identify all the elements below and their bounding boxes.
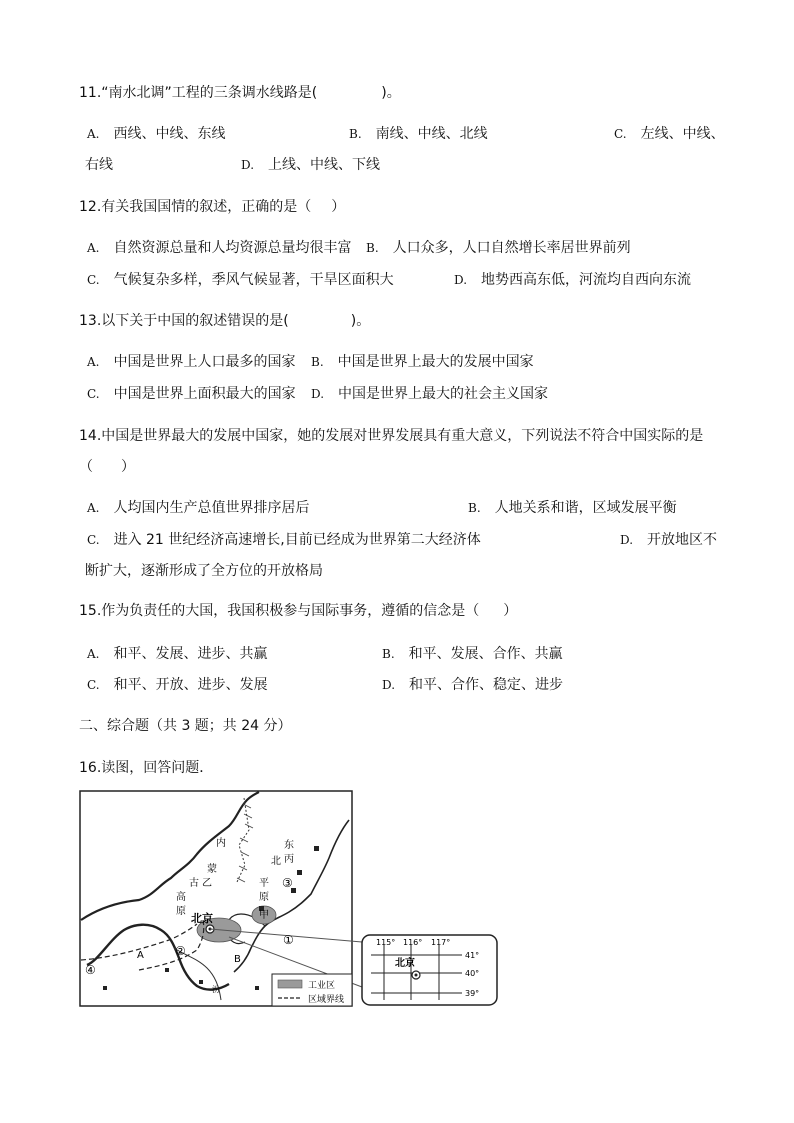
- inset-lon-116: 116°: [403, 938, 423, 947]
- section-title: 二、综合题（共 3 题；共 24 分）: [79, 718, 292, 734]
- label-a: A: [137, 950, 144, 961]
- label-fen: 汾: [212, 985, 220, 994]
- q16-stem: 16.读图，回答问题．: [79, 760, 214, 776]
- label-yi: 乙: [202, 878, 212, 889]
- q11-option-a[interactable]: A. 西线、中线、东线: [87, 126, 226, 142]
- q14-option-a[interactable]: A. 人均国内生产总值世界排序居后: [87, 500, 310, 516]
- label-yuan: 原: [176, 906, 186, 917]
- label-circle-3: ③: [282, 876, 293, 890]
- q15-option-b[interactable]: B. 和平、发展、合作、共赢: [382, 646, 563, 662]
- map-figure: [79, 790, 499, 1008]
- q11-stem: 11.“南水北调”工程的三条调水线路是( )。: [79, 85, 401, 101]
- q14-option-b[interactable]: B. 人地关系和谐，区域发展平衡: [468, 500, 677, 516]
- legend-industrial-label: 工业区: [308, 981, 336, 991]
- label-gao: 高: [176, 892, 186, 903]
- q13-option-b[interactable]: B. 中国是世界上最大的发展中国家: [311, 354, 534, 370]
- q12-option-c[interactable]: C. 气候复杂多样，季风气候显著，干旱区面积大: [87, 272, 394, 288]
- q15-option-a[interactable]: A. 和平、发展、进步、共赢: [87, 646, 268, 662]
- q14-option-d[interactable]: D. 开放地区不: [620, 532, 718, 548]
- label-nei: 内: [216, 838, 226, 849]
- q12-option-d[interactable]: D. 地势西高东低，河流均自西向东流: [454, 272, 692, 288]
- label-bing: 丙: [284, 854, 294, 865]
- label-beijing: 北京: [191, 912, 213, 925]
- q12-option-a[interactable]: A. 自然资源总量和人均资源总量均很丰富: [87, 240, 352, 256]
- q13-option-c[interactable]: C. 中国是世界上面积最大的国家: [87, 386, 296, 402]
- q13-option-d[interactable]: D. 中国是世界上最大的社会主义国家: [311, 386, 549, 402]
- inset-lon-115: 115°: [376, 938, 396, 947]
- label-ping: 平: [259, 878, 269, 889]
- q13-stem: 13.以下关于中国的叙述错误的是( )。: [79, 313, 371, 329]
- q11-option-d[interactable]: D. 上线、中线、下线: [241, 157, 381, 173]
- label-gu: 古: [189, 878, 199, 889]
- q14-stem: 14.中国是世界最大的发展中国家，她的发展对世界发展具有重大意义，下列说法不符合中国实际的是: [79, 428, 704, 444]
- q14-option-d-cont: 断扩大，逐渐形成了全方位的开放格局: [85, 563, 323, 579]
- inset-lat-40: 40°: [465, 969, 480, 978]
- map-svg: [79, 790, 499, 1008]
- label-dong: 东: [284, 840, 294, 851]
- inset-city-label: 北京: [395, 958, 415, 969]
- legend-industrial-swatch: [278, 980, 302, 988]
- label-meng: 蒙: [207, 864, 217, 875]
- label-circle-4: ④: [85, 963, 96, 977]
- legend-boundary-label: 区域界线: [308, 995, 345, 1005]
- q15-option-d[interactable]: D. 和平、合作、稳定、进步: [382, 677, 564, 693]
- inset-lat-39: 39°: [465, 989, 480, 998]
- inset-lat-41: 41°: [465, 951, 480, 960]
- inset-lon-117: 117°: [431, 938, 451, 947]
- label-yuan2: 原: [259, 892, 269, 903]
- label-jia: 甲: [259, 910, 269, 921]
- q11-option-b[interactable]: B. 南线、中线、北线: [349, 126, 488, 142]
- label-circle-2: ②: [175, 944, 186, 958]
- label-bei: 北: [271, 856, 281, 867]
- q13-option-a[interactable]: A. 中国是世界上人口最多的国家: [87, 354, 296, 370]
- q11-option-c[interactable]: C. 左线、中线、: [614, 126, 725, 142]
- q12-option-b[interactable]: B. 人口众多，人口自然增长率居世界前列: [366, 240, 631, 256]
- q14-option-c[interactable]: C. 进入 21 世纪经济高速增长,目前已经成为世界第二大经济体: [87, 532, 481, 548]
- q15-option-c[interactable]: C. 和平、开放、进步、发展: [87, 677, 268, 693]
- q11-option-c-cont: 右线: [85, 157, 113, 173]
- q15-stem: 15.作为负责任的大国，我国积极参与国际事务，遵循的信念是（ ）: [79, 603, 518, 619]
- label-b: B: [234, 954, 241, 965]
- q14-stem-paren: （ ）: [79, 459, 135, 475]
- label-circle-1: ①: [283, 933, 294, 947]
- q12-stem: 12.有关我国国情的叙述，正确的是（ ）: [79, 199, 346, 215]
